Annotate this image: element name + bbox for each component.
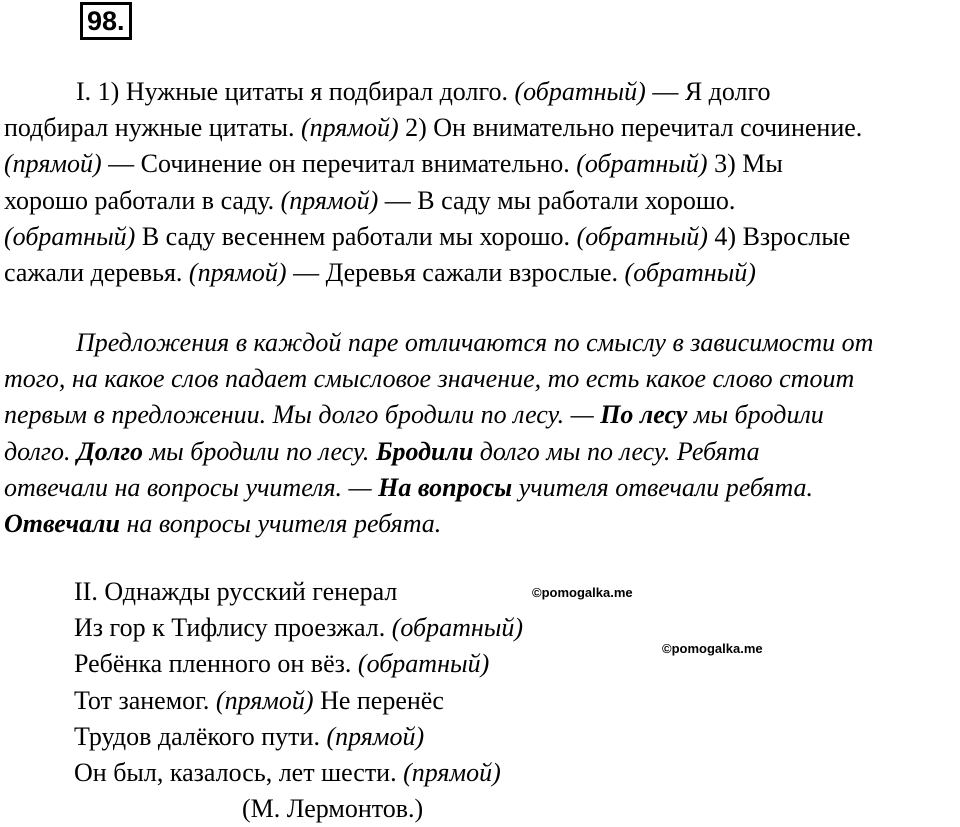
text: 3) Мы (707, 149, 783, 179)
text: хорошо работали в саду. (4, 185, 281, 215)
part2-line (4, 397, 956, 433)
order-label: (прямой) (4, 149, 102, 179)
text: II. Однажды русский генерал (74, 577, 398, 606)
order-label: (обратный) (624, 257, 756, 287)
part-one-text (4, 74, 956, 291)
order-label: (прямой) (188, 257, 287, 287)
part1-line (4, 183, 956, 219)
part2-line (4, 506, 956, 542)
emphasis: Отвечали (4, 508, 120, 538)
part1-line (4, 110, 956, 146)
part1-line (4, 219, 956, 255)
text: — В саду мы работали хорошо. (378, 185, 736, 215)
emphasis: На вопросы (378, 472, 513, 502)
text: учителя отвечали ребята. (512, 472, 814, 502)
order-label: (обратный) (391, 613, 524, 643)
order-label: (обратный) (576, 149, 708, 179)
order-label: (прямой) (215, 685, 314, 715)
exercise-number: 98. (80, 2, 132, 40)
part2-line (4, 470, 956, 506)
text: подбирал нужные цитаты. (4, 113, 301, 143)
order-label: (обратный) (4, 221, 136, 251)
text: Не перенёс (313, 685, 444, 715)
watermark: ©pomogalka.me (532, 585, 633, 600)
text: мы бродили по лесу. (143, 436, 376, 466)
text: Из гор к Тифлису проезжал. (74, 613, 392, 643)
text: на вопросы учителя ребята. (119, 508, 442, 538)
text: — Сочинение он перечитал внимательно. (101, 149, 577, 179)
order-label: (обратный) (514, 77, 646, 106)
text: долго. (4, 436, 77, 466)
text: I. 1) Нужные цитаты я подбирал долго. (76, 77, 515, 106)
text: первым в предложении. Мы долго бродили по лесу. — (4, 400, 601, 430)
text: 4) Взрослые (707, 221, 851, 251)
text: долго мы по лесу. Ребята (473, 436, 760, 466)
poem-line (74, 683, 674, 719)
watermark: ©pomogalka.me (662, 641, 763, 656)
text: 2) Он внимательно перечитал сочинение. (398, 113, 863, 143)
text: сажали деревья. (4, 257, 189, 287)
emphasis: Долго (77, 436, 144, 466)
emphasis: Бродили (375, 436, 474, 466)
emphasis: По лесу (600, 400, 688, 430)
text: мы бродили (687, 400, 824, 430)
part1-line (4, 146, 956, 182)
part1-line (4, 74, 956, 110)
text: Ребёнка пленного он вёз. (74, 649, 358, 679)
poem-line (74, 719, 674, 755)
text: В саду весеннем работали мы хорошо. (135, 221, 577, 251)
part2-line: Предложения в каждой паре отличаются по смыслу в зависимости от (76, 328, 874, 357)
poem-signature-line (74, 791, 674, 827)
order-label: (обратный) (576, 221, 708, 251)
text: — Деревья сажали взрослые. (286, 257, 625, 287)
text: отвечали на вопросы учителя. — (4, 472, 379, 502)
text: Трудов далёкого пути. (74, 721, 327, 751)
poem-line (74, 646, 674, 682)
text: Он был, казалось, лет шести. (74, 757, 404, 787)
text: — Я долго (645, 77, 771, 106)
part-three-poem (74, 574, 674, 827)
order-label: (прямой) (403, 757, 501, 787)
part2-line (4, 434, 956, 470)
part2-line: того, на какое слов падает смысловое значение, то есть какое слово стоит (4, 364, 855, 394)
order-label: (прямой) (300, 113, 399, 143)
part1-line (4, 255, 956, 291)
order-label: (прямой) (280, 185, 379, 215)
poem-line (74, 755, 674, 791)
text: Тот занемог. (74, 685, 216, 715)
order-label: (обратный) (357, 649, 490, 679)
order-label: (прямой) (326, 721, 425, 751)
poem-signature: (М. Лермонтов.) (242, 794, 424, 824)
part-two-explanation (4, 325, 956, 542)
poem-line (74, 610, 674, 646)
